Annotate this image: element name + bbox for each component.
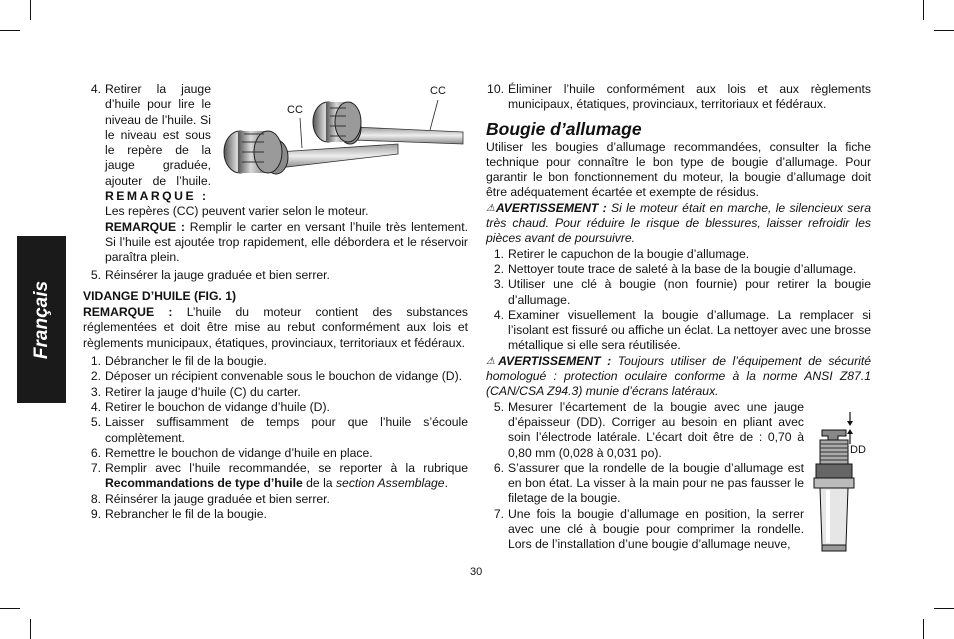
- list-item: 5. Réinsérer la jauge graduée et bien serrer.: [90, 267, 330, 282]
- list-item: 2. Nettoyer toute trace de saleté à la base de la bougie d’allumage.: [493, 261, 857, 276]
- list-item: 3. Utiliser une clé à bougie (non fournie) pour retirer la bougie d’allumage.: [493, 277, 871, 307]
- page-number: 30: [470, 566, 483, 578]
- figure-label-dd: DD: [850, 444, 866, 456]
- list-item: 4. Retirer la jauge d’huile pour lire le niveau de l’huile. Si le niveau est sous le repère de la jauge graduée, ajouter de l’huile. REMARQUE :: [90, 82, 211, 204]
- list-item: 6. Remettre le bouchon de vidange d’huile en place.: [90, 445, 373, 460]
- section-remark: REMARQUE : L’huile du moteur contient des substances réglementées et doit être mise au rebut conformément aux lois et règlements municipaux, étatiques, provinciaux, territoriaux et fédéraux.: [83, 305, 469, 350]
- list-item: 3. Retirer la jauge d’huile (C) du carter.: [90, 384, 301, 399]
- list-item: 10. Éliminer l’huile conformément aux lois et aux règlements municipaux, étatiques, provinciaux, territoriaux et fédéraux.: [487, 82, 871, 112]
- crop-mark: [934, 608, 954, 609]
- list-item: 8. Réinsérer la jauge graduée et bien serrer.: [90, 491, 330, 506]
- intro-paragraph: Utiliser les bougies d’allumage recommandées, consulter la fiche technique pour connaître le bon type de bougie d’allumage. Pour garantir le bon fonctionnement du moteur, la bougie d’allumage doit être adéquatement écartée et exempte de résidus.: [486, 139, 871, 200]
- list-item: 2. Déposer un récipient convenable sous le bouchon de vidange (D).: [90, 369, 463, 384]
- item4-text: Retirer la jauge d’huile pour lire le niveau de l’huile. Si le niveau est sous le repère de la jauge graduée, ajouter de l’huile.: [105, 82, 211, 188]
- crop-mark: [30, 0, 31, 20]
- list-item: 7. Remplir avec l’huile recommandée, se reporter à la rubrique Recommandations de type d’huile de la section Assemblage.: [90, 461, 468, 491]
- list-item: 7. Une fois la bougie d’allumage en position, la serrer avec une clé à bougie pour comprimer la rondelle. Lors de l’installation d’une bougie d’allumage neuve,: [493, 506, 804, 552]
- crop-mark: [30, 619, 31, 639]
- crop-mark: [0, 608, 20, 609]
- section-heading: Bougie d’allumage: [486, 118, 642, 139]
- crop-mark: [923, 619, 924, 639]
- warning-icon: ⚠: [486, 355, 499, 367]
- section-heading: VIDANGE D’HUILE (FIG. 1): [83, 288, 237, 303]
- remark-text: Les repères (CC) peuvent varier selon le moteur.: [105, 204, 369, 219]
- list-item: 4. Examiner visuellement la bougie d’allumage. La remplacer si l’isolant est fissuré ou affiche un éclat. La nettoyer avec une brosse métallique si elle sera réutilisée.: [493, 307, 871, 353]
- remark-label: REMARQUE :: [105, 189, 209, 204]
- list-item: 4. Retirer le bouchon de vidange d’huile (D).: [90, 399, 330, 414]
- list-item: 5. Mesurer l’écartement de la bougie avec une jauge d’épaisseur (DD). Corriger au besoin en pliant avec soin l’électrode latérale. L’écart doit être de : 0,70 à 0,80 mm (0,028 à 0,031 po).: [493, 399, 804, 460]
- left-column: [83, 82, 468, 522]
- crop-mark: [0, 30, 20, 31]
- spark-plug-figure: [808, 410, 870, 560]
- warning-icon: ⚠: [486, 202, 496, 214]
- spark-plug: [814, 412, 854, 551]
- remark-2: REMARQUE : Remplir le carter en versant l’huile très lentement. Si l’huile est ajoutée trop rapidement, elle débordera et le réservoir paraîtra plein.: [105, 219, 468, 265]
- list-item: 9. Rebrancher le fil de la bougie.: [90, 507, 267, 522]
- list-item: 1. Retirer le capuchon de la bougie d’allumage.: [493, 246, 750, 261]
- figure-label-cc-left: CC: [287, 104, 303, 116]
- list-item: 1. Débrancher le fil de la bougie.: [90, 354, 267, 369]
- crop-mark: [934, 30, 954, 31]
- crop-mark: [923, 0, 924, 20]
- figure-label-cc-right: CC: [430, 85, 446, 97]
- list-item: 6. S’assurer que la rondelle de la bougie d’allumage est en bon état. La visser à la main pour ne pas fausser le filetage de la bougie.: [493, 460, 804, 506]
- language-tab-label: Français: [30, 280, 52, 359]
- warning-1: ⚠AVERTISSEMENT : Si le moteur était en marche, le silencieux sera très chaud. Pour réduire le risque de blessures, laisser refroidir les pièces avant de poursuivre.: [486, 200, 871, 246]
- language-tab: [17, 236, 66, 403]
- warning-2: ⚠AVERTISSEMENT : Toujours utiliser de l’équipement de sécurité homologué : protection oculaire conforme à la norme ANSI Z87.1 (CAN/CSA Z94.3) munie d’écrans latéraux.: [486, 353, 871, 399]
- list-item: 5. Laisser suffisamment de temps pour que l’huile s’écoule complètement.: [90, 415, 468, 445]
